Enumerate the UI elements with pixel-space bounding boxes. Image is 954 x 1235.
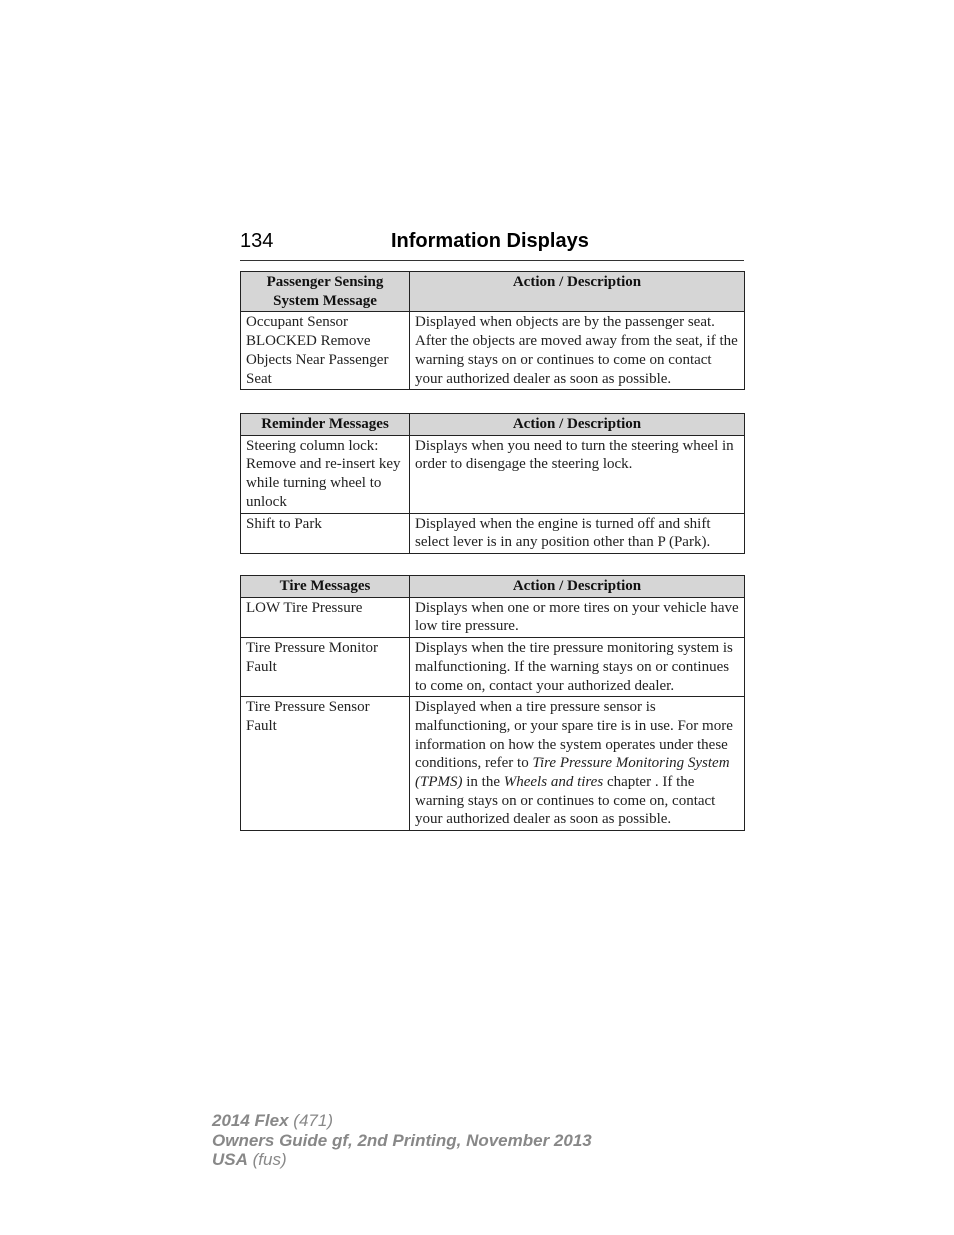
message-cell: LOW Tire Pressure	[241, 597, 410, 637]
description-cell: Displays when the tire pressure monitoring system is malfunctioning. If the warning stays on or continues to come on, contact your authorized dealer.	[410, 638, 745, 697]
footer-market-code: (fus)	[252, 1150, 287, 1169]
description-cell: Displayed when objects are by the passenger seat. After the objects are moved away from the seat, if the warning stays on or continues to come on contact your authorized dealer as soon as possible.	[410, 312, 745, 390]
page-footer	[212, 1111, 592, 1170]
footer-market: USA	[212, 1150, 248, 1169]
message-cell: Tire Pressure Monitor Fault	[241, 638, 410, 697]
column-header: Action / Description	[410, 576, 745, 598]
page-number: 134	[240, 230, 274, 252]
cross-reference-wheels-and-tires: Wheels and tires	[503, 774, 604, 791]
message-cell: Tire Pressure Sensor Fault	[241, 697, 410, 831]
table-row	[241, 638, 745, 697]
table-row	[241, 513, 745, 553]
message-cell: Steering column lock: Remove and re-insert key while turning wheel to unlock	[241, 435, 410, 513]
reminder-messages-table	[240, 413, 745, 554]
table-row	[241, 697, 745, 831]
footer-guide: Owners Guide gf, 2nd Printing, November 2013	[212, 1130, 592, 1150]
table-row	[241, 435, 745, 513]
column-header: Action / Description	[410, 414, 745, 436]
description-text: in the	[462, 774, 504, 791]
footer-market-line	[212, 1150, 592, 1170]
column-header: Tire Messages	[241, 576, 410, 598]
section-title: Information Displays	[391, 230, 589, 252]
passenger-sensing-table	[240, 271, 745, 390]
table-header-row	[241, 576, 745, 598]
tire-messages-table	[240, 575, 745, 831]
footer-model: 2014 Flex	[212, 1111, 289, 1130]
footer-model-line	[212, 1111, 592, 1131]
table-header-row	[241, 272, 745, 312]
description-cell: Displays when one or more tires on your vehicle have low tire pressure.	[410, 597, 745, 637]
description-cell: Displayed when the engine is turned off and shift select lever is in any position other than P (Park).	[410, 513, 745, 553]
description-text: Displayed when a tire pressure sensor is malfunctioning, or your spare tire is in use. For more information on how the system operates under these conditions, refer to	[415, 699, 733, 772]
description-cell: Displays when you need to turn the steering wheel in order to disengage the steering lock.	[410, 435, 745, 513]
message-cell: Occupant Sensor BLOCKED Remove Objects Near Passenger Seat	[241, 312, 410, 390]
message-cell: Shift to Park	[241, 513, 410, 553]
column-header: Action / Description	[410, 272, 745, 312]
column-header: Reminder Messages	[241, 414, 410, 436]
table-header-row	[241, 414, 745, 436]
cross-reference-tpms: Tire Pressure Monitoring System (TPMS)	[415, 755, 730, 791]
table-row	[241, 597, 745, 637]
description-cell	[410, 697, 745, 831]
page-header	[240, 228, 744, 261]
column-header: Passenger Sensing System Message	[241, 272, 410, 312]
footer-model-code: (471)	[293, 1111, 333, 1130]
description-text: chapter . If the warning stays on or continues to come on, contact your authorized dealer as soon as possible.	[415, 774, 716, 828]
footer-guide-line	[212, 1131, 592, 1151]
table-row	[241, 312, 745, 390]
